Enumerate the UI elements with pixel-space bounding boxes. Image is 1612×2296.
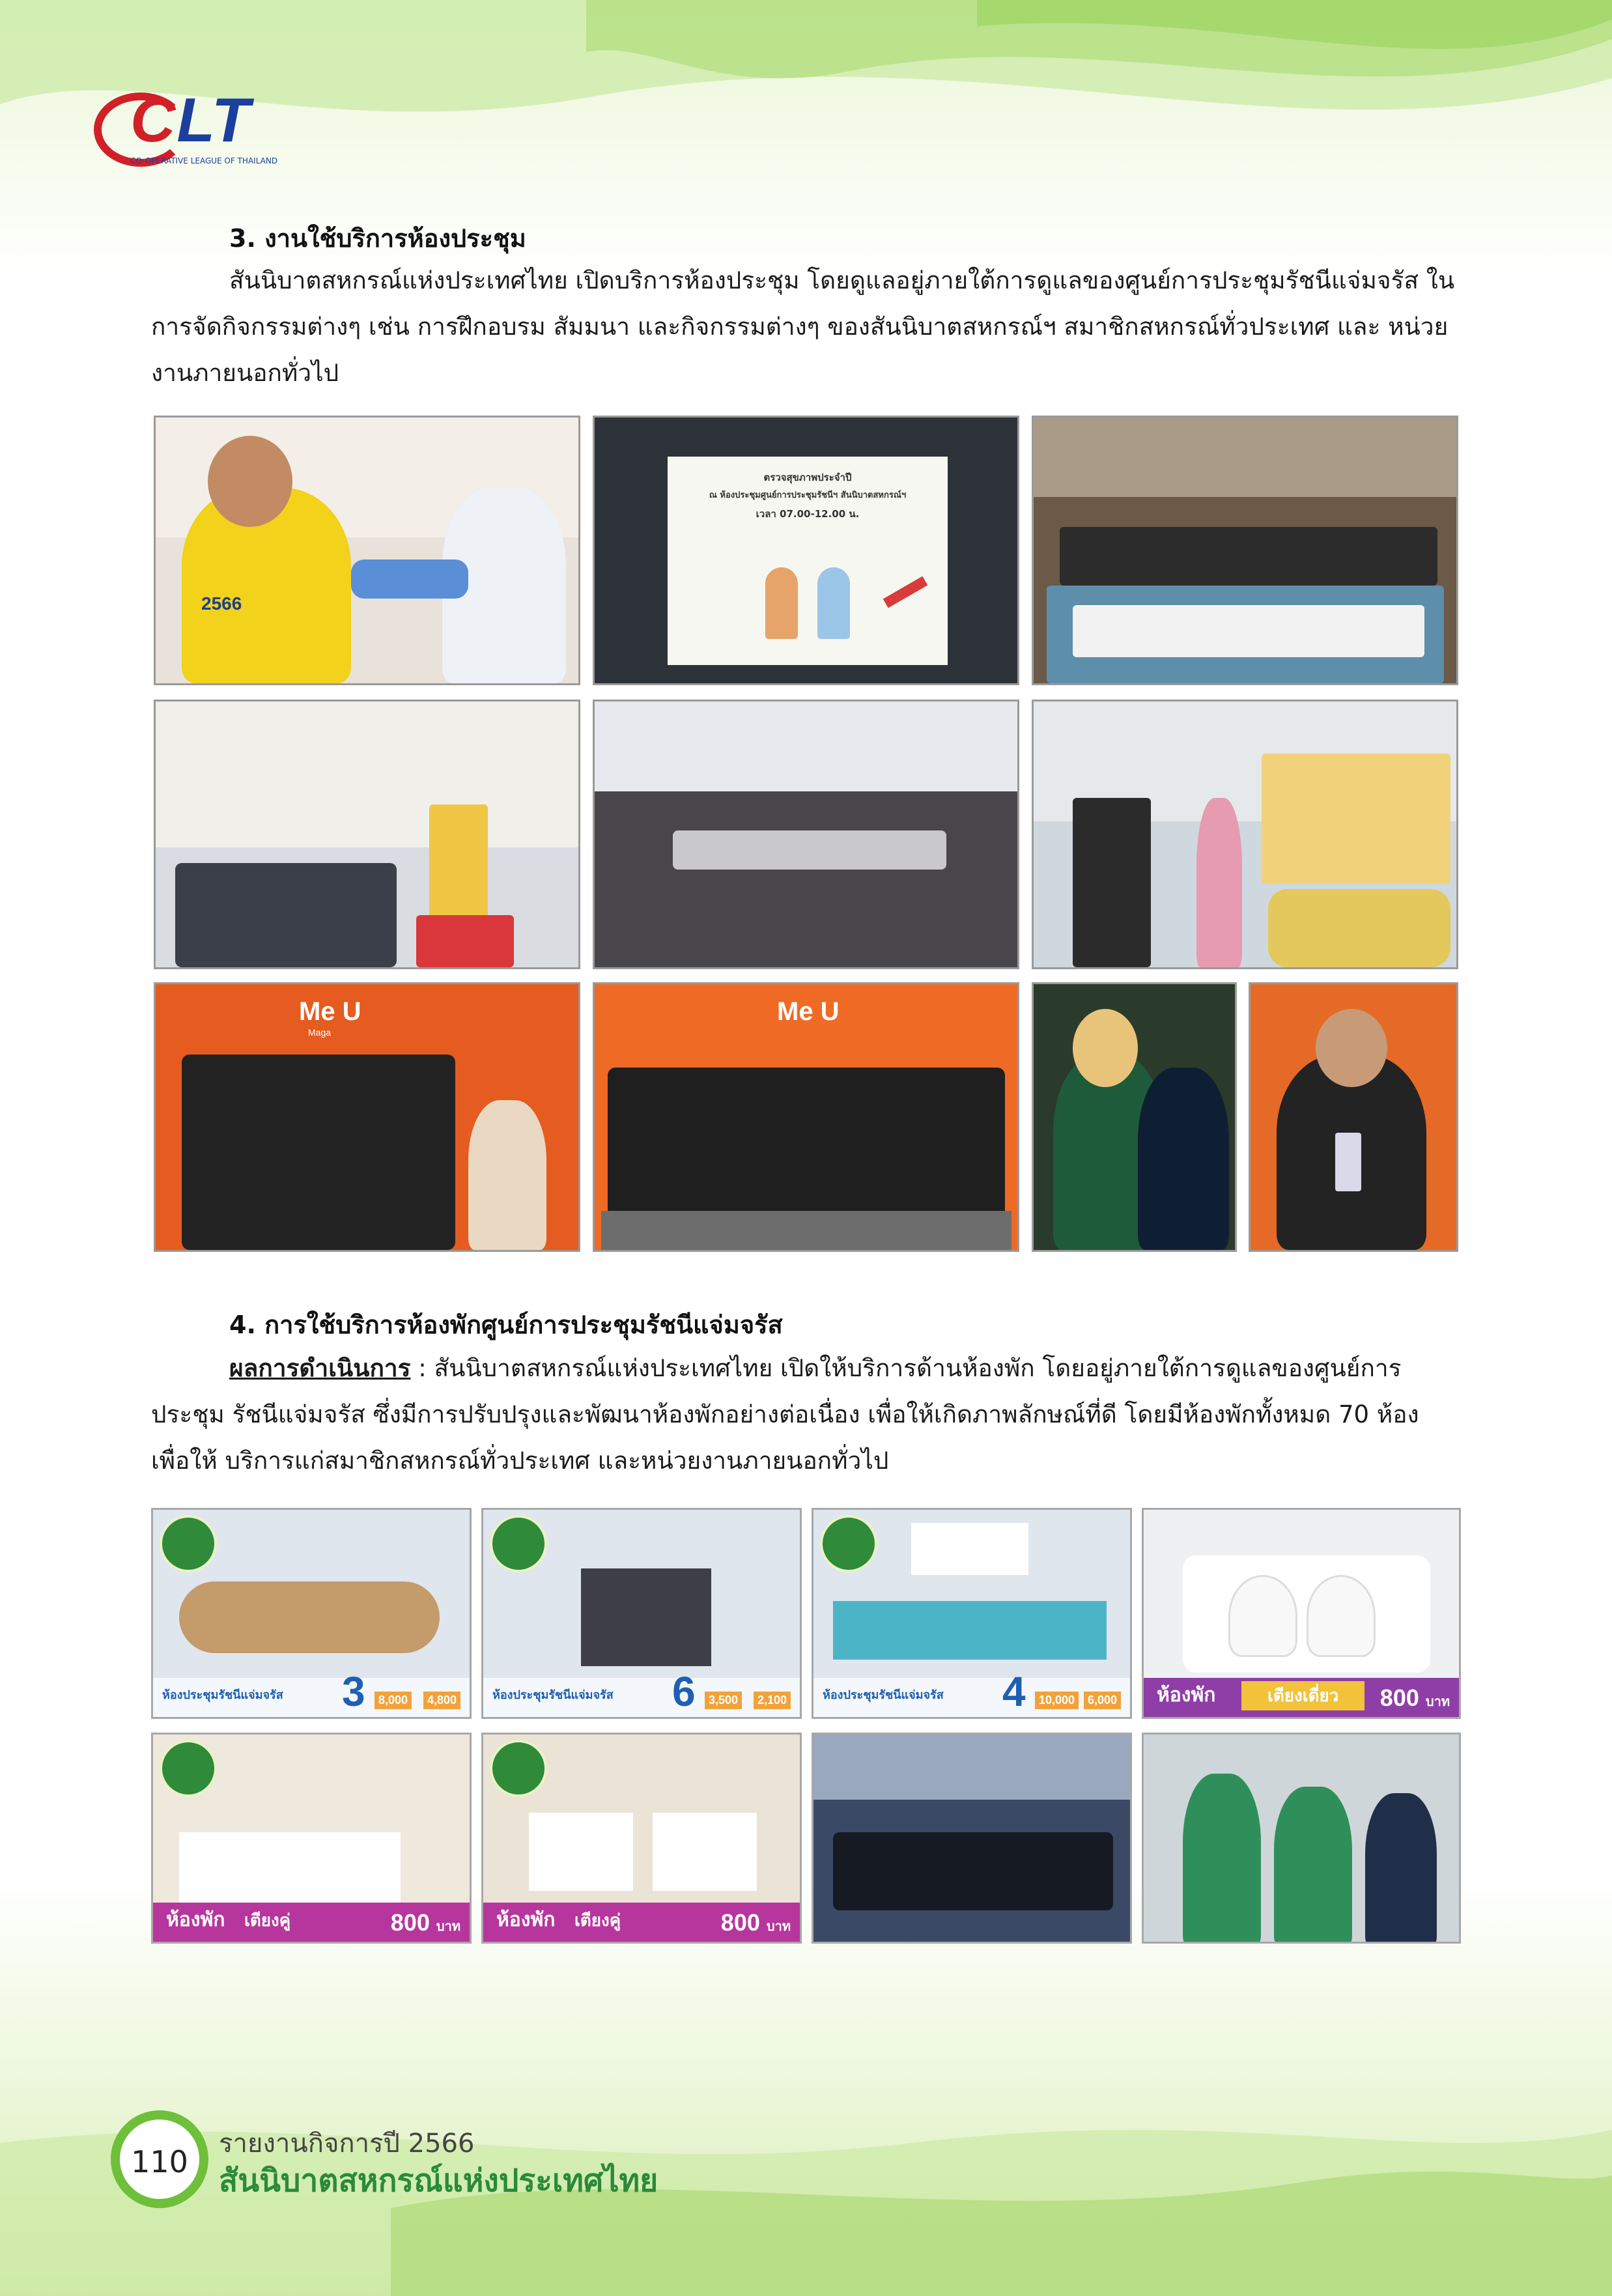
room-card-twin-bed-1: ห้องพัก เตียงคู่ 800 บาท (151, 1733, 472, 1944)
room-card-meeting-4: 4 ห้องประชุมรัชนีแจ่มจรัส 10,000 6,000 (812, 1508, 1132, 1719)
page-number-badge (111, 2110, 208, 2208)
footer-report-title: รายงานกิจการปี 2566 (219, 2129, 475, 2159)
photo-award-winner (1249, 982, 1458, 1252)
photo-stage-presentation (1032, 700, 1458, 969)
banner-brand: Me U (299, 997, 361, 1026)
photo-award-couple (1032, 982, 1237, 1252)
section-4-heading: 4. การใช้บริการห้องพักศูนย์การประชุมรัชนีแจ่มจรัส (229, 1311, 783, 1339)
page-number: 110 (131, 2144, 188, 2179)
center-badge-icon (490, 1515, 547, 1572)
center-badge-icon (160, 1740, 217, 1797)
logo-subtitle: CO-OPERATIVE LEAGUE OF THAILAND (130, 156, 278, 165)
shirt-number: 2566 (201, 593, 242, 614)
result-label: ผลการดำเนินการ (229, 1354, 411, 1382)
logo-wordmark: CLT (130, 85, 251, 155)
photo-guests-reception (1142, 1733, 1461, 1944)
photo-lobby-event (154, 700, 580, 969)
notice-paper: ตรวจสุขภาพประจำปี ณ ห้องประชุมศูนย์การประชุมรัชนีฯ สันนิบาตสหกรณ์ฯ เวลา 07.00-12.00 น. (668, 457, 948, 665)
photo-seminar-audience (593, 700, 1019, 969)
center-badge-icon (820, 1515, 877, 1572)
photo-group-in-hall (812, 1733, 1132, 1944)
room-card-twin-bed-2: ห้องพัก เตียงคู่ 800 บาท (481, 1733, 802, 1944)
room-card-single-bed: ห้องพัก เตียงเดี่ยว 800 บาท (1142, 1508, 1461, 1719)
photo-award-group-2: Me U (593, 982, 1019, 1252)
photo-health-check (154, 416, 580, 685)
clt-logo (91, 85, 293, 169)
photo-award-group-1: Me U Maga (154, 982, 580, 1252)
center-badge-icon (160, 1515, 217, 1572)
section-3-heading: 3. งานใช้บริการห้องประชุม (229, 224, 526, 253)
section-4-paragraph: ผลการดำเนินการ : สันนิบาตสหกรณ์แห่งประเทศไทย เปิดให้บริการด้านห้องพัก โดยอยู่ภายใต้การดูแลของศูนย์การประชุม รัชนีแจ่มจรัส ซึ่งมีการปรับปรุงและพัฒนาห้องพักอย่างต่อเนื่อง เพื่อให้เกิดภาพลักษณ์ที่ดี โดยมีห้องพักทั้งหมด 70 ห้อง เพื่อให้ บริการแก่สมาชิกสหกรณ์ทั่วประเทศ และหน่วยงานภายนอกทั่วไป (151, 1354, 1419, 1475)
room-card-meeting-6: 6 ห้องประชุมรัชนีแจ่มจรัส 3,500 2,100 (481, 1508, 802, 1719)
photo-notice-board (593, 416, 1019, 685)
photo-group-ceremony (1032, 416, 1458, 685)
section-3-paragraph: สันนิบาตสหกรณ์แห่งประเทศไทย เปิดบริการห้องประชุม โดยดูแลอยู่ภายใต้การดูแลของศูนย์การประชุมรัชนีแจ่มจรัส ในการจัดกิจกรรมต่างๆ เช่น การฝึกอบรม สัมมนา และกิจกรรมต่างๆ ของสันนิบาตสหกรณ์ฯ สมาชิกสหกรณ์ทั่วประเทศ และ หน่วยงานภายนอกทั่วไป (151, 266, 1455, 387)
room-card-meeting-3: 3 ห้องประชุมรัชนีแจ่มจรัส 8,000 4,800 (151, 1508, 472, 1719)
footer-organization: สันนิบาตสหกรณ์แห่งประเทศไทย (219, 2162, 658, 2199)
center-badge-icon (490, 1740, 547, 1797)
